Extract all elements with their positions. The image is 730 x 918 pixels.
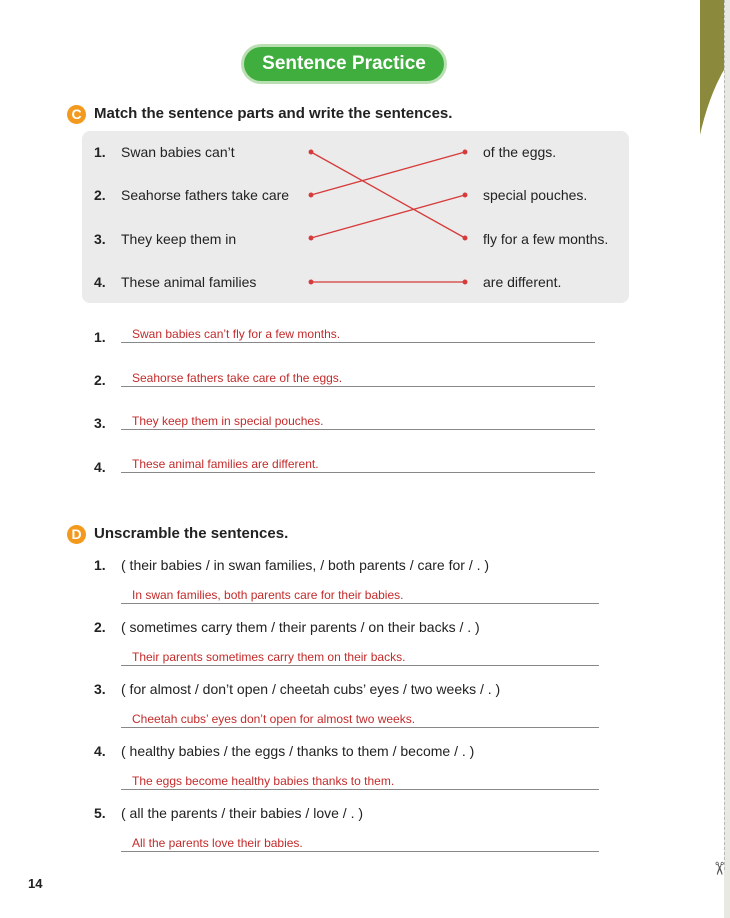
match-left-num-3: 3. [94,231,106,247]
section-c-heading: Match the sentence parts and write the sentences. [94,105,453,122]
d-answer-line-2 [121,665,599,666]
d-item-prompt-5: ( all the parents / their babies / love / . ) [121,805,364,821]
d-item-answer-4[interactable]: The eggs become healthy babies thanks to them. [132,774,395,788]
match-left-4: These animal families [121,274,257,290]
c-answer-4[interactable]: These animal families are different. [132,457,319,471]
c-answer-line-2 [121,386,595,387]
d-item-num-3: 3. [94,681,106,697]
d-item-answer-2[interactable]: Their parents sometimes carry them on their backs. [132,650,406,664]
d-item-num-5: 5. [94,805,106,821]
match-line-1 [311,152,465,238]
d-item-prompt-2: ( sometimes carry them / their parents / on their backs / . ) [121,619,480,635]
d-item-num-2: 2. [94,619,106,635]
c-answer-line-3 [121,429,595,430]
page-number: 14 [28,876,43,891]
scissors-icon: ✂ [708,860,729,877]
c-answer-num-4: 4. [94,459,106,475]
match-line-3 [311,195,465,238]
d-item-prompt-3: ( for almost / don’t open / cheetah cubs’ eyes / two weeks / . ) [121,681,501,697]
d-item-num-1: 1. [94,557,106,573]
page-title: Sentence Practice [244,47,444,81]
section-d-badge: D [67,525,86,544]
d-item-prompt-4: ( healthy babies / the eggs / thanks to them / become / . ) [121,743,475,759]
section-d-heading: Unscramble the sentences. [94,525,289,542]
match-left-num-4: 4. [94,274,106,290]
match-left-num-1: 1. [94,144,106,160]
match-line-2 [311,152,465,195]
match-left-3: They keep them in [121,231,237,247]
d-item-answer-5[interactable]: All the parents love their babies. [132,836,303,850]
match-left-num-2: 2. [94,187,106,203]
d-item-num-4: 4. [94,743,106,759]
c-answer-num-3: 3. [94,415,106,431]
c-answer-num-2: 2. [94,372,106,388]
match-right-2: special pouches. [483,187,588,203]
match-left-2: Seahorse fathers take care [121,187,290,203]
section-c-badge: C [67,105,86,124]
c-answer-2[interactable]: Seahorse fathers take care of the eggs. [132,371,343,385]
match-right-1: of the eggs. [483,144,557,160]
d-answer-line-4 [121,789,599,790]
match-right-4: are different. [483,274,562,290]
d-answer-line-3 [121,727,599,728]
match-right-3: fly for a few months. [483,231,609,247]
c-answer-line-1 [121,342,595,343]
c-answer-line-4 [121,472,595,473]
d-item-answer-1[interactable]: In swan families, both parents care for their babies. [132,588,404,602]
d-answer-line-1 [121,603,599,604]
match-left-1: Swan babies can’t [121,144,235,160]
c-answer-1[interactable]: Swan babies can’t fly for a few months. [132,327,341,341]
d-item-answer-3[interactable]: Cheetah cubs’ eyes don’t open for almost two weeks. [132,712,416,726]
c-answer-num-1: 1. [94,329,106,345]
d-answer-line-5 [121,851,599,852]
d-item-prompt-1: ( their babies / in swan families, / both parents / care for / . ) [121,557,490,573]
c-answer-3[interactable]: They keep them in special pouches. [132,414,324,428]
